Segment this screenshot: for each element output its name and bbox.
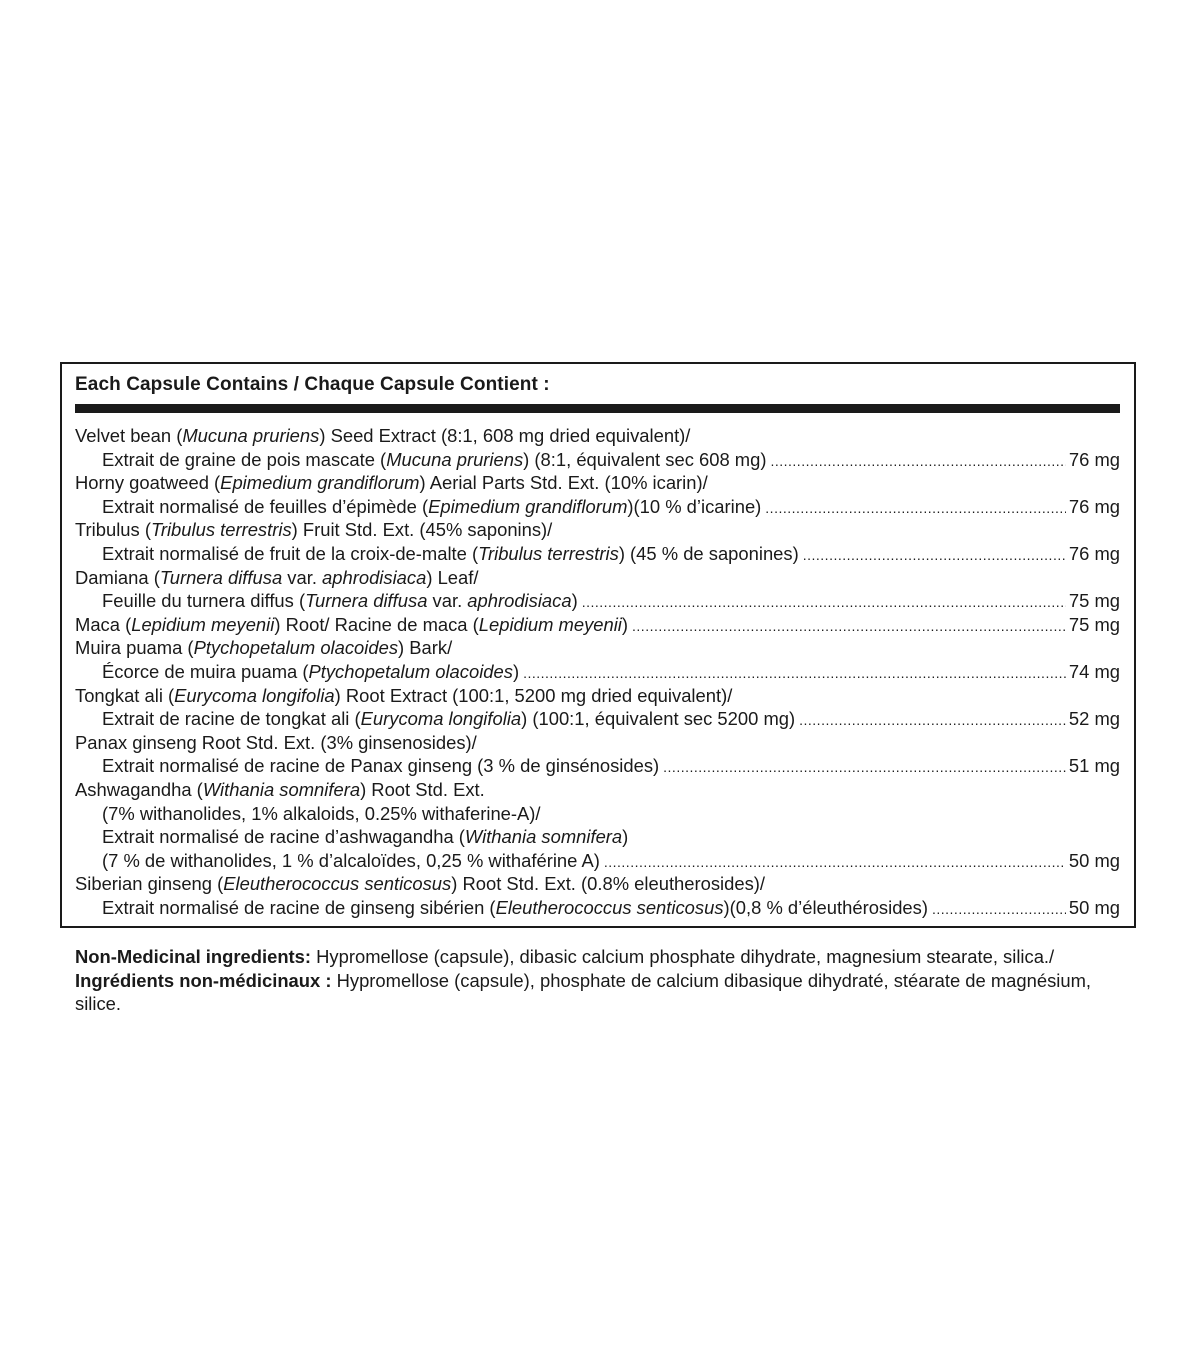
text-segment: ) Bark/ xyxy=(398,637,453,659)
text-segment: Velvet bean ( xyxy=(75,425,183,446)
amount: 75 mg xyxy=(1068,613,1120,635)
dot-leader xyxy=(932,898,1066,920)
ingredient-line-fr xyxy=(75,542,1120,566)
text-segment: Feuille du turnera diffus ( xyxy=(102,590,306,612)
dot-leader xyxy=(604,851,1066,873)
amount: 74 mg xyxy=(1068,660,1120,682)
panel-title: Each Capsule Contains / Chaque Capsule Contient : xyxy=(75,374,550,395)
text-segment: Damiana ( xyxy=(75,566,160,588)
latin-name: Epimedium grandiflorum xyxy=(220,472,420,494)
text-segment: )(10 % d’icarine) xyxy=(627,495,762,517)
line-text xyxy=(75,684,732,708)
text-segment: ) (8:1, équivalent sec 608 mg) xyxy=(523,448,767,470)
text-segment: Maca ( xyxy=(75,613,132,635)
text-segment: Extrait normalisé de fruit de la croix-de-malte ( xyxy=(102,542,479,564)
text-segment: ) Root Std. Ext. (0.8% eleutherosides)/ xyxy=(451,873,766,895)
text-segment: (7% withanolides, 1% alkaloids, 0.25% withaferine-A)/ xyxy=(102,802,541,824)
text-segment: Muira puama ( xyxy=(75,637,194,659)
ingredient-line-en xyxy=(75,684,1120,708)
ingredient-line-en xyxy=(75,424,1120,448)
dot-leader xyxy=(799,709,1066,731)
line-text xyxy=(102,849,600,873)
latin-name: Tribulus terrestris xyxy=(478,542,619,564)
text-segment: Écorce de muira puama ( xyxy=(102,660,309,682)
text-segment: Extrait de graine de pois mascate ( xyxy=(102,448,387,470)
text-segment: Panax ginseng Root Std. Ext. (3% ginsenosides)/ xyxy=(75,731,477,753)
latin-name: aphrodisiaca xyxy=(467,590,572,612)
dot-leader xyxy=(663,756,1066,778)
latin-name: aphrodisiaca xyxy=(322,566,427,588)
amount: 50 mg xyxy=(1068,896,1120,918)
line-text xyxy=(75,872,765,896)
line-text xyxy=(75,566,478,590)
amount: 51 mg xyxy=(1068,755,1120,777)
latin-name: Withania somnifera xyxy=(202,778,361,800)
text-segment: ) xyxy=(512,660,520,682)
line-text xyxy=(102,495,761,519)
dot-leader xyxy=(523,662,1066,684)
text-segment: ) Fruit Std. Ext. (45% saponins)/ xyxy=(291,519,553,541)
amount: 76 mg xyxy=(1068,448,1120,470)
ingredient-line-fr xyxy=(75,707,1120,731)
text-segment: ) Root Extract (100:1, 5200 mg dried equivalent)/ xyxy=(334,684,733,706)
text-segment: Tongkat ali ( xyxy=(75,684,175,706)
latin-name: Turnera diffusa xyxy=(305,590,428,612)
text-segment: Extrait normalisé de racine de ginseng sibérien ( xyxy=(102,896,496,918)
text-segment: var. xyxy=(427,590,468,612)
ingredients-panel xyxy=(60,362,1136,928)
text-segment: Extrait normalisé de feuilles d’épimède ( xyxy=(102,495,429,517)
ingredient-line-en-cont xyxy=(75,802,1120,826)
line-text xyxy=(102,825,628,849)
ingredient-line-fr-cont xyxy=(75,849,1120,873)
dot-leader xyxy=(765,497,1066,519)
line-text xyxy=(102,660,519,684)
line-text xyxy=(102,802,541,826)
text-segment: )(0,8 % d’éleuthérosides) xyxy=(723,896,928,918)
text-segment: ) xyxy=(622,826,629,848)
latin-name: Mucuna pruriens xyxy=(182,425,320,446)
latin-name: Eurycoma longifolia xyxy=(174,684,335,706)
text-segment: Extrait normalisé de racine d’ashwagandha ( xyxy=(102,826,465,848)
dot-leader xyxy=(803,544,1066,566)
latin-name: Tribulus terrestris xyxy=(150,519,292,541)
text-segment: Extrait de racine de tongkat ali ( xyxy=(102,708,361,730)
ingredient-line-en xyxy=(75,778,1120,802)
non-medicinal-label-fr: Ingrédients non-médicinaux : xyxy=(75,969,332,991)
text-segment: ) Seed Extract (8:1, 608 mg dried equivalent)/ xyxy=(319,425,691,446)
ingredient-line-fr xyxy=(75,495,1120,519)
non-medicinal-ingredients xyxy=(75,945,1135,1016)
text-segment: Tribulus ( xyxy=(75,519,151,541)
non-medicinal-label-en: Non-Medicinal ingredients: xyxy=(75,946,312,967)
non-medicinal-text-en: Hypromellose (capsule), dibasic calcium phosphate dihydrate, magnesium stearate, silica./ xyxy=(311,946,1055,967)
ingredient-line-fr xyxy=(75,896,1120,920)
text-segment: ) (45 % de saponines) xyxy=(618,542,799,564)
text-segment: var. xyxy=(282,566,323,588)
latin-name: Mucuna pruriens xyxy=(386,448,524,470)
amount: 50 mg xyxy=(1068,849,1120,871)
text-segment: (7 % de withanolides, 1 % d’alcaloïdes, 0,25 % withaférine A) xyxy=(102,849,600,871)
text-segment: ) Aerial Parts Std. Ext. (10% icarin)/ xyxy=(419,472,708,494)
title-rule xyxy=(75,404,1120,413)
latin-name: Ptychopetalum olacoides xyxy=(308,660,513,682)
latin-name: Epimedium grandiflorum xyxy=(428,495,628,517)
non-medicinal-text-fr: Hypromellose (capsule), phosphate de calcium dibasique dihydraté, stéarate de magnésium, silice. xyxy=(75,969,1092,1015)
ingredient-line-en xyxy=(75,872,1120,896)
ingredient-line-en xyxy=(75,636,1120,660)
text-segment: ) (100:1, équivalent sec 5200 mg) xyxy=(521,708,796,730)
ingredient-line-fr xyxy=(75,448,1120,472)
ingredient-line-en xyxy=(75,471,1120,495)
text-segment: ) Leaf/ xyxy=(426,566,479,588)
dot-leader xyxy=(632,615,1066,637)
latin-name: Lepidium meyenii xyxy=(131,613,275,635)
line-text xyxy=(75,613,628,637)
text-segment: Siberian ginseng ( xyxy=(75,873,224,895)
text-segment: ) xyxy=(621,613,629,635)
text-segment: ) xyxy=(571,590,578,612)
line-text xyxy=(102,754,659,778)
text-segment: Horny goatweed ( xyxy=(75,472,221,494)
dot-leader xyxy=(770,450,1065,472)
line-text xyxy=(102,589,578,613)
text-segment: ) Root Std. Ext. xyxy=(360,778,485,800)
line-text xyxy=(75,778,485,802)
latin-name: Withania somnifera xyxy=(464,826,623,848)
ingredient-line-fr xyxy=(75,589,1120,613)
line-text xyxy=(102,542,799,566)
ingredient-line-fr xyxy=(75,660,1120,684)
ingredient-line xyxy=(75,613,1120,637)
ingredient-line-fr xyxy=(75,754,1120,778)
line-text xyxy=(75,424,690,448)
ingredient-line-en xyxy=(75,566,1120,590)
text-segment: Extrait normalisé de racine de Panax ginseng (3 % de ginsénosides) xyxy=(102,755,660,777)
line-text xyxy=(75,518,552,542)
line-text xyxy=(102,896,928,920)
latin-name: Lepidium meyenii xyxy=(478,613,622,635)
latin-name: Turnera diffusa xyxy=(159,566,283,588)
amount: 76 mg xyxy=(1068,495,1120,517)
line-text xyxy=(75,471,708,495)
latin-name: Ptychopetalum olacoides xyxy=(193,637,399,659)
text-segment: Ashwagandha ( xyxy=(75,778,203,800)
amount: 52 mg xyxy=(1068,708,1120,730)
ingredient-line-fr xyxy=(75,825,1120,849)
amount: 76 mg xyxy=(1068,542,1120,564)
ingredient-line-en xyxy=(75,518,1120,542)
dot-leader xyxy=(582,591,1066,613)
text-segment: ) Root/ Racine de maca ( xyxy=(274,613,479,635)
line-text xyxy=(75,731,477,755)
line-text xyxy=(75,636,452,660)
latin-name: Eurycoma longifolia xyxy=(360,708,522,730)
ingredient-line-en xyxy=(75,731,1120,755)
amount: 75 mg xyxy=(1068,590,1120,612)
latin-name: Eleutherococcus senticosus xyxy=(223,873,452,895)
ingredient-list xyxy=(75,424,1120,919)
latin-name: Eleutherococcus senticosus xyxy=(495,896,724,918)
line-text xyxy=(102,707,795,731)
line-text xyxy=(102,448,766,472)
